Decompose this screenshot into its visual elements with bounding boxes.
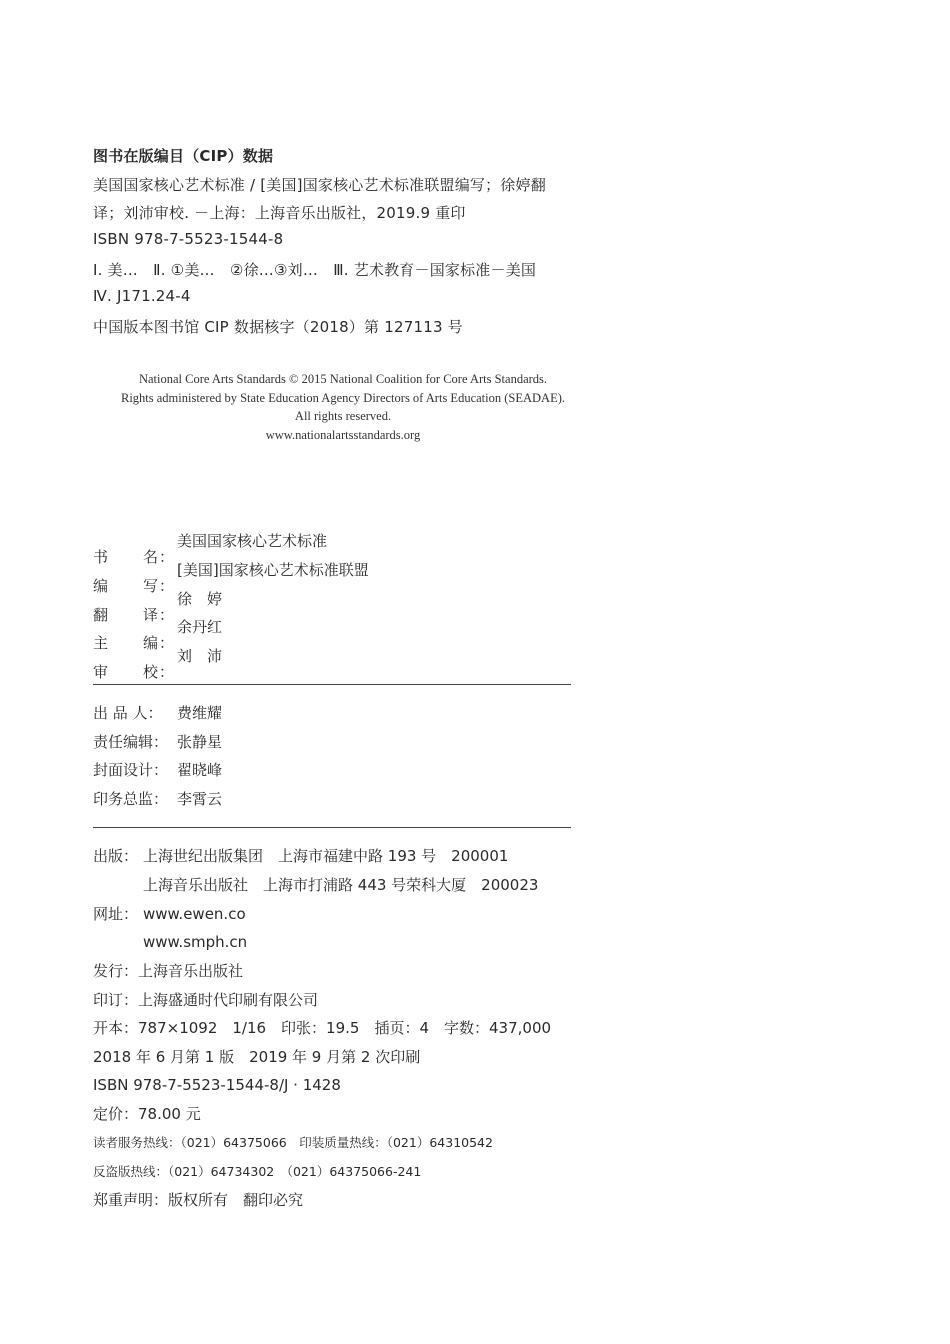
credit-row-editor: 主 编 ： 余丹红 — [93, 618, 223, 652]
staff-label: 印务总监 — [93, 790, 154, 808]
staff-value: 翟晓峰 — [177, 761, 223, 779]
service-hotline: 读者服务热线：（021）64375066 印装质量热线：（021）64310542 — [93, 1135, 493, 1150]
credit-label-char: 译 — [143, 606, 159, 624]
credit-label-char: 校 — [143, 663, 159, 681]
cip-classification: Ⅰ. 美… Ⅱ. ①美… ②徐…③刘… Ⅲ. 艺术教育－国家标准－美国 — [93, 261, 537, 279]
divider-line — [93, 827, 571, 828]
cip-title-line-2: 译；刘沛审校. －上海：上海音乐出版社，2019.9 重印 — [93, 204, 466, 222]
credit-label-char: 名 — [143, 548, 159, 566]
credit-label-char: 写 — [143, 577, 159, 595]
credit-value: 徐 婷 — [177, 590, 223, 608]
credit-value: 刘 沛 — [177, 647, 223, 665]
cip-title-line: 美国国家核心艺术标准 / [美国]国家核心艺术标准联盟编写；徐婷翻 — [93, 176, 546, 194]
credit-row-author: 编 写 ： [美国]国家核心艺术标准联盟 — [93, 561, 369, 595]
publisher-value: 上海世纪出版集团 上海市福建中路 193 号 200001 — [143, 847, 509, 865]
credit-label-char: 主 — [93, 634, 109, 652]
format-line: 开本：787×1092 1/16 印张：19.5 插页：4 字数：437,000 — [93, 1019, 552, 1037]
notice-line: National Core Arts Standards © 2015 National Coalition for Core Arts Standards. — [138, 372, 548, 386]
staff-label: 责任编辑 — [93, 733, 154, 751]
notice-line: Rights administered by State Education Agency Directors of Arts Education (SEADAE). — [120, 390, 565, 405]
credit-row-reviewer: 审 校 ： 刘 沛 — [93, 647, 223, 681]
credit-value: 美国国家核心艺术标准 — [177, 532, 328, 550]
staff-row: 封面设计： 翟晓峰 — [93, 761, 223, 779]
distribution-line: 发行：上海音乐出版社 — [93, 962, 244, 980]
notice-line: All rights reserved. — [294, 409, 392, 423]
credit-label-char: 编 — [143, 634, 159, 652]
credit-label-char: 翻 — [93, 606, 109, 624]
website-link[interactable]: www.smph.cn — [143, 933, 248, 951]
notice-url: www.nationalartsstandards.org — [265, 427, 421, 442]
copyright-notice — [93, 370, 593, 444]
website-row — [93, 902, 246, 926]
printing-line: 印订：上海盛通时代印刷有限公司 — [93, 991, 319, 1009]
credit-label-char: 编 — [93, 577, 109, 595]
staff-value: 费维耀 — [177, 704, 223, 722]
publisher-value: 上海音乐出版社 上海市打浦路 443 号荣科大厦 200023 — [143, 876, 539, 894]
cip-record-number: 中国版本图书馆 CIP 数据核字（2018）第 127113 号 — [93, 318, 463, 336]
credit-label-char: 审 — [93, 663, 109, 681]
edition-line: 2018 年 6 月第 1 版 2019 年 9 月第 2 次印刷 — [93, 1048, 421, 1066]
publisher-row — [93, 844, 509, 868]
piracy-hotline: 反盗版热线：（021）64734302 （021）64375066-241 — [93, 1164, 422, 1179]
staff-row: 出 品 人： 费维耀 — [93, 704, 223, 722]
staff-label: 出 品 人 — [93, 704, 148, 722]
staff-row: 印务总监： 李霄云 — [93, 790, 223, 808]
staff-label: 封面设计 — [93, 761, 154, 779]
staff-value: 张静星 — [177, 733, 223, 751]
credit-label-char: 书 — [93, 548, 109, 566]
credit-value: 余丹红 — [177, 618, 223, 636]
credit-value: [美国]国家核心艺术标准联盟 — [177, 561, 369, 579]
rights-statement: 郑重声明：版权所有 翻印必究 — [93, 1191, 304, 1209]
isbn-line: ISBN 978-7-5523-1544-8/J · 1428 — [93, 1076, 341, 1094]
cip-heading: 图书在版编目（CIP）数据 — [93, 147, 274, 165]
website-link[interactable]: www.ewen.co — [143, 905, 246, 923]
credit-row-title: 书 名 ： 美国国家核心艺术标准 — [93, 532, 328, 566]
divider-line — [93, 684, 571, 685]
staff-value: 李霄云 — [177, 790, 223, 808]
credit-row-translator: 翻 译 ： 徐 婷 — [93, 590, 223, 624]
price-line: 定价：78.00 元 — [93, 1105, 201, 1123]
website-label: 网址： — [93, 905, 139, 923]
cip-class-number: Ⅳ. J171.24-4 — [93, 287, 191, 305]
publisher-label: 出版： — [93, 847, 139, 865]
staff-row: 责任编辑： 张静星 — [93, 733, 223, 751]
cip-isbn: ISBN 978-7-5523-1544-8 — [93, 230, 284, 248]
